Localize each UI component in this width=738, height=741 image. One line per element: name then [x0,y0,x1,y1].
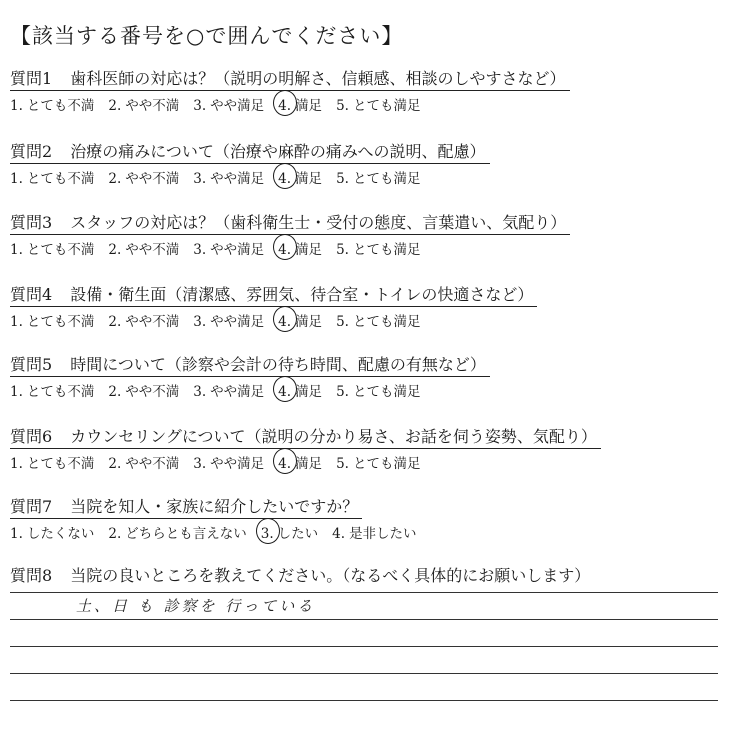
question-number: 質問1 [10,69,53,88]
question-7 [10,494,730,542]
answer-option[interactable] [193,310,264,330]
option-label: 満足 [295,314,323,330]
option-label: とても満足 [352,242,421,258]
answer-option[interactable] [108,310,179,330]
option-number: 5. [336,456,349,472]
option-number: 4. [278,314,292,330]
question-1 [10,66,730,114]
answer-line [10,673,718,674]
answer-option-selected[interactable] [278,452,322,472]
option-label: やや満足 [210,242,265,258]
question-6 [10,424,730,472]
option-label: やや不満 [125,384,180,400]
option-label: とても不満 [26,314,95,330]
option-label: とても満足 [352,98,421,114]
option-number: 2. [108,171,122,187]
option-number: 1. [10,98,23,114]
selection-circle [256,518,280,544]
option-label: とても不満 [26,98,95,114]
answer-option-selected[interactable] [278,167,322,187]
option-number: 4. [278,171,292,187]
option-number: 3. [193,98,207,114]
question-text: カウンセリングについて（説明の分かり易さ、お話を伺う姿勢、気配り） [70,427,597,446]
answer-option[interactable] [10,94,94,114]
option-number: 5. [336,171,349,187]
question-3 [10,210,730,258]
option-label: やや満足 [210,456,265,472]
option-label: やや不満 [125,242,180,258]
option-number: 3. [260,526,274,542]
question-heading [10,494,362,519]
answer-option[interactable] [10,380,94,400]
selection-circle [273,234,297,260]
option-number: 3. [193,314,207,330]
option-label: 満足 [295,171,323,187]
option-label: とても不満 [26,171,95,187]
question-heading [10,139,490,164]
question-8 [10,563,730,587]
option-number: 2. [108,384,122,400]
option-label: 満足 [295,242,323,258]
answer-option[interactable] [10,238,94,258]
option-label: やや満足 [210,314,265,330]
option-label: したくない [26,526,95,542]
answer-options [10,94,730,114]
question-heading [10,352,490,377]
question-heading [10,282,537,307]
answer-option-selected[interactable] [278,238,322,258]
option-number: 5. [336,384,349,400]
question-number: 質問5 [10,355,53,374]
answer-option[interactable] [336,238,420,258]
option-number: 3. [193,456,207,472]
answer-option-selected[interactable] [261,522,318,542]
option-label: とても満足 [352,314,421,330]
option-number: 1. [10,456,23,472]
option-label: どちらとも言えない [125,526,247,542]
option-label: やや不満 [125,456,180,472]
answer-option[interactable] [10,452,94,472]
question-4 [10,282,730,330]
answer-options [10,167,730,187]
option-number: 5. [336,98,349,114]
selection-circle [273,376,297,402]
option-label: とても不満 [26,384,95,400]
option-label: 満足 [295,384,323,400]
option-number: 5. [336,314,349,330]
option-label: とても満足 [352,456,421,472]
option-label: とても満足 [352,171,421,187]
option-number: 3. [193,384,207,400]
answer-option[interactable] [193,238,264,258]
option-number: 2. [108,456,122,472]
option-label: やや不満 [125,98,180,114]
option-number: 4. [278,456,292,472]
answer-option[interactable] [332,522,416,542]
answer-options [10,522,730,542]
option-label: やや不満 [125,314,180,330]
question-text: スタッフの対応は？（歯科衛生士・受付の態度、言葉遣い、気配り） [70,213,567,232]
question-text: 当院を知人・家族に紹介したいですか？ [70,497,359,516]
answer-option[interactable] [10,522,94,542]
answer-options [10,310,730,330]
option-number: 4. [278,384,292,400]
answer-option[interactable] [193,94,264,114]
option-number: 1. [10,242,23,258]
question-text: 時間について（診察や会計の待ち時間、配慮の有無など） [70,355,486,374]
answer-option[interactable] [336,167,420,187]
answer-option[interactable] [336,452,420,472]
question-2 [10,139,730,187]
option-label: 満足 [295,98,323,114]
answer-option[interactable] [108,94,179,114]
option-label: とても不満 [26,242,95,258]
answer-option[interactable] [193,452,264,472]
answer-line [10,592,718,593]
handwritten-answer[interactable]: 土、日 も 診察を 行っている [76,597,316,615]
option-number: 4. [278,98,292,114]
answer-options [10,452,730,472]
question-heading [10,210,570,235]
option-number: 1. [10,384,23,400]
answer-option[interactable] [108,522,246,542]
option-number: 3. [193,171,207,187]
question-number: 質問7 [10,497,53,516]
option-number: 5. [336,242,349,258]
option-label: とても満足 [352,384,421,400]
answer-option[interactable] [336,94,420,114]
question-text: 治療の痛みについて（治療や麻酔の痛みへの説明、配慮） [70,142,486,161]
question-number: 質問2 [10,142,53,161]
answer-option[interactable] [10,310,94,330]
option-number: 2. [108,98,122,114]
question-5 [10,352,730,400]
option-number: 2. [108,526,122,542]
question-text: 当院の良いところを教えてください。（なるべく具体的にお願いします） [70,566,591,585]
answer-option[interactable] [10,167,94,187]
option-number: 4. [278,242,292,258]
answer-option-selected[interactable] [278,380,322,400]
option-label: したい [277,526,319,542]
option-label: やや満足 [210,171,265,187]
question-number: 質問6 [10,427,53,446]
answer-option[interactable] [193,380,264,400]
option-number: 4. [332,526,346,542]
answer-option-selected[interactable] [278,94,322,114]
selection-circle [273,306,297,332]
question-heading [10,424,601,449]
answer-option[interactable] [108,452,179,472]
question-text: 設備・衛生面（清潔感、雰囲気、待合室・トイレの快適さなど） [70,285,534,304]
question-number: 質問8 [10,566,53,585]
option-label: とても不満 [26,456,95,472]
option-label: やや満足 [210,98,265,114]
page-title: 【該当する番号を○で囲んでください】 [10,24,404,48]
option-label: やや満足 [210,384,265,400]
answer-line [10,619,718,620]
question-text: 歯科医師の対応は？（説明の明解さ、信頼感、相談のしやすさなど） [70,69,566,88]
selection-circle [273,448,297,474]
option-label: やや不満 [125,171,180,187]
answer-line [10,646,718,647]
answer-option[interactable] [108,167,179,187]
answer-option[interactable] [108,380,179,400]
question-heading [10,66,570,91]
option-number: 1. [10,314,23,330]
answer-option[interactable] [336,380,420,400]
answer-line [10,700,718,701]
answer-option[interactable] [193,167,264,187]
selection-circle [273,163,297,189]
option-number: 1. [10,171,23,187]
option-number: 2. [108,242,122,258]
answer-option[interactable] [108,238,179,258]
selection-circle [273,90,297,116]
option-label: 満足 [295,456,323,472]
answer-option[interactable] [336,310,420,330]
answer-options [10,380,730,400]
question-number: 質問3 [10,213,53,232]
answer-option-selected[interactable] [278,310,322,330]
option-number: 3. [193,242,207,258]
option-number: 1. [10,526,23,542]
option-number: 2. [108,314,122,330]
answer-options [10,238,730,258]
option-label: 是非したい [349,526,417,542]
question-number: 質問4 [10,285,53,304]
